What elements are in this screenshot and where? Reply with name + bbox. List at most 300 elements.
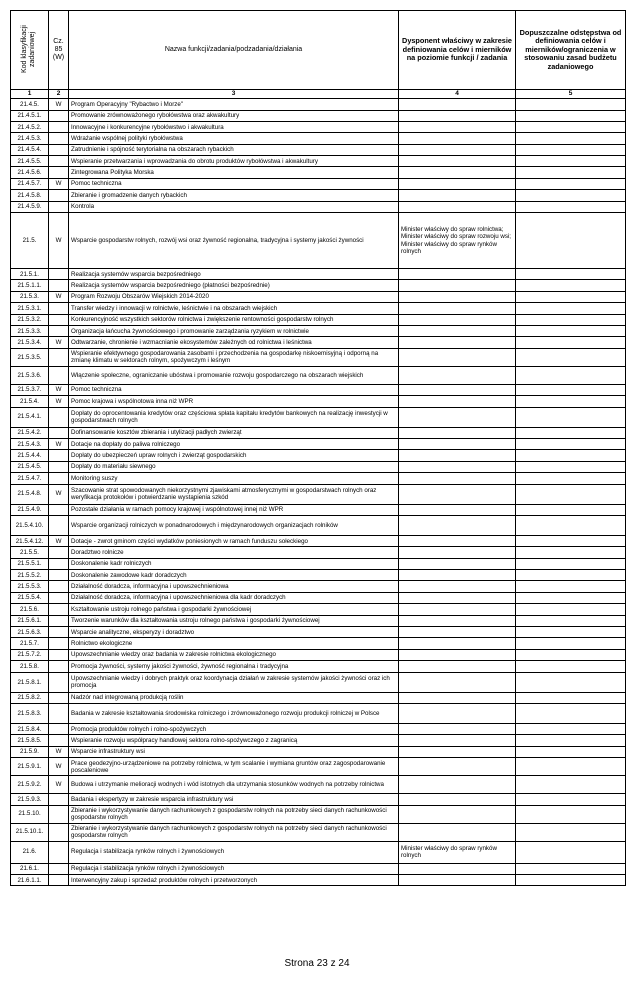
code-cell: 21.4.5.: [11, 99, 49, 110]
name-cell: Realizacja systemów wsparcia bezpośredniego: [69, 269, 399, 280]
name-cell: Konkurencyjność wszystkich sektorów rolnictwa i zwiększenie rentowności gospodarstw rolnych: [69, 314, 399, 325]
cz-cell: [49, 167, 69, 178]
name-cell: Regulacja i stabilizacja rynków rolnych i żywnościowych: [69, 863, 399, 874]
table-row: [11, 776, 626, 794]
code-cell: 21.4.5.6.: [11, 167, 49, 178]
dysponent-cell: [399, 325, 516, 336]
odstepstwa-cell: [516, 558, 626, 569]
dysponent-cell: [399, 794, 516, 805]
table-row: [11, 450, 626, 461]
cz-cell: [49, 133, 69, 144]
odstepstwa-cell: [516, 133, 626, 144]
name-cell: Upowszechnianie wiedzy oraz badania w zakresie rolnictwa ekologicznego: [69, 649, 399, 660]
cz-cell: [49, 201, 69, 212]
code-cell: 21.5.8.4.: [11, 723, 49, 734]
name-cell: Dotacje na dopłaty do paliwa rolniczego: [69, 438, 399, 449]
cz-cell: [49, 504, 69, 515]
table-row: [11, 473, 626, 484]
odstepstwa-cell: [516, 438, 626, 449]
name-cell: Włączenie społeczne, ograniczanie ubóstwa i promowanie rozwoju gospodarczego na obszarach wiejskich: [69, 366, 399, 384]
table-row: [11, 291, 626, 302]
name-cell: Pomoc krajowa i wspólnotowa inna niż WPR: [69, 396, 399, 407]
table-row: [11, 303, 626, 314]
name-cell: Pomoc techniczna: [69, 384, 399, 395]
odstepstwa-cell: [516, 407, 626, 427]
cz-cell: [49, 638, 69, 649]
dysponent-cell: [399, 592, 516, 603]
odstepstwa-cell: [516, 337, 626, 348]
dysponent-cell: [399, 504, 516, 515]
code-cell: 21.4.5.8.: [11, 190, 49, 201]
cz-cell: [49, 190, 69, 201]
cz-cell: [49, 672, 69, 692]
cz-cell: [49, 110, 69, 121]
name-cell: Program Operacyjny "Rybactwo i Morze": [69, 99, 399, 110]
name-cell: Zbieranie i wykorzystywanie danych rachunkowych z gospodarstw rolnych na potrzeby sieci danych rachunkowości gospodarstw rolnych: [69, 805, 399, 823]
table-row: [11, 156, 626, 167]
table-row: [11, 515, 626, 535]
code-cell: 21.5.3.3.: [11, 325, 49, 336]
table-row: [11, 672, 626, 692]
odstepstwa-cell: [516, 121, 626, 132]
odstepstwa-cell: [516, 201, 626, 212]
odstepstwa-cell: [516, 661, 626, 672]
odstepstwa-cell: [516, 427, 626, 438]
odstepstwa-cell: [516, 167, 626, 178]
name-cell: Badania w zakresie kształtowania środowiska rolniczego i zrównoważonego rozwoju produkcji rolniczej w Polsce: [69, 703, 399, 723]
cz-cell: [49, 735, 69, 746]
code-cell: 21.5.5.1.: [11, 558, 49, 569]
dysponent-cell: [399, 863, 516, 874]
table-row: [11, 348, 626, 366]
table-row: [11, 121, 626, 132]
table-row: [11, 615, 626, 626]
dysponent-cell: [399, 110, 516, 121]
code-cell: 21.4.5.3.: [11, 133, 49, 144]
dysponent-cell: [399, 547, 516, 558]
cz-cell: W: [49, 213, 69, 269]
table-row: [11, 280, 626, 291]
code-cell: 21.4.5.4.: [11, 144, 49, 155]
name-cell: Realizacja systemów wsparcia bezpośredniego (płatności bezpośrednie): [69, 280, 399, 291]
dysponent-cell: [399, 581, 516, 592]
col-number: 2: [49, 90, 69, 99]
code-cell: 21.5.9.1.: [11, 758, 49, 776]
table-row: [11, 438, 626, 449]
odstepstwa-cell: [516, 99, 626, 110]
name-cell: Doradztwo rolnicze: [69, 547, 399, 558]
table-row: [11, 735, 626, 746]
dysponent-cell: [399, 167, 516, 178]
odstepstwa-cell: [516, 823, 626, 841]
code-cell: 21.5.4.7.: [11, 473, 49, 484]
cz-cell: [49, 144, 69, 155]
code-cell: 21.4.5.1.: [11, 110, 49, 121]
header-code-label: Kod klasyfikacji zadaniowej: [21, 25, 37, 73]
odstepstwa-cell: [516, 450, 626, 461]
odstepstwa-cell: [516, 291, 626, 302]
col-number: 4: [399, 90, 516, 99]
table-row: [11, 692, 626, 703]
name-cell: Promocja produktów rolnych i rolno-spożywczych: [69, 723, 399, 734]
cz-cell: [49, 692, 69, 703]
name-cell: Wdrażanie wspólnej polityki rybołówstwa: [69, 133, 399, 144]
odstepstwa-cell: [516, 649, 626, 660]
table-row: [11, 427, 626, 438]
table-row: [11, 461, 626, 472]
dysponent-cell: Minister właściwy do spraw rolnictwa; Minister właściwy do spraw rozwoju wsi; Minister właściwy do spraw rynków rolnych: [399, 213, 516, 269]
table-row: [11, 627, 626, 638]
name-cell: Promowanie zrównoważonego rybołówstwa oraz akwakultury: [69, 110, 399, 121]
table-row: [11, 213, 626, 269]
odstepstwa-cell: [516, 592, 626, 603]
name-cell: Działalność doradcza, informacyjna i upowszechnieniowa dla kadr doradczych: [69, 592, 399, 603]
code-cell: 21.6.: [11, 841, 49, 863]
code-cell: 21.5.4.5.: [11, 461, 49, 472]
table-row: [11, 314, 626, 325]
table-row: [11, 723, 626, 734]
dysponent-cell: [399, 776, 516, 794]
cz-cell: [49, 547, 69, 558]
code-cell: 21.5.3.5.: [11, 348, 49, 366]
code-cell: 21.5.4.: [11, 396, 49, 407]
odstepstwa-cell: [516, 178, 626, 189]
code-cell: 21.5.6.: [11, 604, 49, 615]
name-cell: Nadzór nad integrowaną produkcją roślin: [69, 692, 399, 703]
cz-cell: W: [49, 758, 69, 776]
odstepstwa-cell: [516, 504, 626, 515]
table-row: [11, 874, 626, 885]
odstepstwa-cell: [516, 384, 626, 395]
header-odstepstwa: Dopuszczalne odstępstwa od definiowania celów i mierników/ograniczenia w stosowaniu zasad budżetu zadaniowego: [516, 11, 626, 90]
table-row: [11, 144, 626, 155]
code-cell: 21.5.8.5.: [11, 735, 49, 746]
odstepstwa-cell: [516, 604, 626, 615]
name-cell: Monitoring suszy: [69, 473, 399, 484]
cz-cell: [49, 627, 69, 638]
dysponent-cell: Minister właściwy do spraw rynków rolnych: [399, 841, 516, 863]
header-name: Nazwa funkcji/zadania/podzadania/działania: [69, 11, 399, 90]
odstepstwa-cell: [516, 348, 626, 366]
header-code: [11, 11, 49, 90]
cz-cell: W: [49, 337, 69, 348]
cz-cell: [49, 604, 69, 615]
cz-cell: [49, 515, 69, 535]
dysponent-cell: [399, 703, 516, 723]
dysponent-cell: [399, 604, 516, 615]
name-cell: Wspieranie rozwoju współpracy handlowej sektora rolno-spożywczego z zagranicą: [69, 735, 399, 746]
odstepstwa-cell: [516, 366, 626, 384]
code-cell: 21.5.6.3.: [11, 627, 49, 638]
dysponent-cell: [399, 758, 516, 776]
dysponent-cell: [399, 649, 516, 660]
code-cell: 21.5.9.: [11, 746, 49, 757]
code-cell: 21.5.3.6.: [11, 366, 49, 384]
cz-cell: [49, 461, 69, 472]
odstepstwa-cell: [516, 156, 626, 167]
code-cell: 21.5.5.: [11, 547, 49, 558]
code-cell: 21.5.1.1.: [11, 280, 49, 291]
code-cell: 21.5.3.: [11, 291, 49, 302]
dysponent-cell: [399, 314, 516, 325]
dysponent-cell: [399, 874, 516, 885]
code-cell: 21.5.4.1.: [11, 407, 49, 427]
odstepstwa-cell: [516, 280, 626, 291]
name-cell: Transfer wiedzy i innowacji w rolnictwie, leśnictwie i na obszarach wiejskich: [69, 303, 399, 314]
table-row: [11, 570, 626, 581]
dysponent-cell: [399, 280, 516, 291]
odstepstwa-cell: [516, 570, 626, 581]
header-dysponent: Dysponent właściwy w zakresie definiowania celów i mierników na poziomie funkcji / zadania: [399, 11, 516, 90]
name-cell: Upowszechnianie wiedzy i dobrych praktyk oraz koordynacja działań w zakresie systemów jakości żywności oraz ich promocja: [69, 672, 399, 692]
odstepstwa-cell: [516, 396, 626, 407]
name-cell: Zbieranie i gromadzenie danych rybackich: [69, 190, 399, 201]
code-cell: 21.5.10.1.: [11, 823, 49, 841]
table-row: [11, 638, 626, 649]
cz-cell: [49, 823, 69, 841]
dysponent-cell: [399, 515, 516, 535]
dysponent-cell: [399, 638, 516, 649]
name-cell: Budowa i utrzymanie melioracji wodnych i wód istotnych dla utrzymania stosunków wodnych na potrzeby rolnictwa: [69, 776, 399, 794]
dysponent-cell: [399, 407, 516, 427]
table-row: [11, 504, 626, 515]
table-row: [11, 649, 626, 660]
dysponent-cell: [399, 735, 516, 746]
table-row: [11, 841, 626, 863]
code-cell: 21.5.5.2.: [11, 570, 49, 581]
name-cell: Tworzenie warunków dla kształtowania ustroju rolnego państwa i gospodarki żywnościowej: [69, 615, 399, 626]
table-row: [11, 396, 626, 407]
name-cell: Wsparcie organizacji rolniczych w ponadnarodowych i międzynarodowych organizacjach rolników: [69, 515, 399, 535]
dysponent-cell: [399, 366, 516, 384]
table-row: [11, 190, 626, 201]
name-cell: Dopłaty do ubezpieczeń upraw rolnych i zwierząt gospodarskich: [69, 450, 399, 461]
dysponent-cell: [399, 438, 516, 449]
table-row: [11, 535, 626, 546]
odstepstwa-cell: [516, 746, 626, 757]
cz-cell: [49, 841, 69, 863]
table-row: [11, 384, 626, 395]
cz-cell: [49, 348, 69, 366]
odstepstwa-cell: [516, 461, 626, 472]
name-cell: Prace geodezyjno-urządzeniowe na potrzeby rolnictwa, w tym scalanie i wymiana gruntów oraz zagospodarowanie poscaleniowe: [69, 758, 399, 776]
header-cz: Cz. 85 (W): [49, 11, 69, 90]
table-row: [11, 269, 626, 280]
cz-cell: W: [49, 291, 69, 302]
cz-cell: [49, 723, 69, 734]
name-cell: Wsparcie gospodarstw rolnych, rozwój wsi oraz żywność regionalna, tradycyjna i systemy jakości żywności: [69, 213, 399, 269]
odstepstwa-cell: [516, 703, 626, 723]
odstepstwa-cell: [516, 805, 626, 823]
table-row: [11, 547, 626, 558]
dysponent-cell: [399, 627, 516, 638]
odstepstwa-cell: [516, 515, 626, 535]
code-cell: 21.5.4.9.: [11, 504, 49, 515]
odstepstwa-cell: [516, 672, 626, 692]
code-cell: 21.5.7.: [11, 638, 49, 649]
code-cell: 21.5.8.: [11, 661, 49, 672]
cz-cell: [49, 427, 69, 438]
dysponent-cell: [399, 201, 516, 212]
name-cell: Zatrudnienie i spójność terytorialna na obszarach rybackich: [69, 144, 399, 155]
code-cell: 21.6.1.1.: [11, 874, 49, 885]
table-row: [11, 407, 626, 427]
cz-cell: [49, 407, 69, 427]
odstepstwa-cell: [516, 213, 626, 269]
table-row: [11, 661, 626, 672]
cz-cell: [49, 366, 69, 384]
dysponent-cell: [399, 427, 516, 438]
code-cell: 21.5.4.10.: [11, 515, 49, 535]
code-cell: 21.4.5.9.: [11, 201, 49, 212]
dysponent-cell: [399, 661, 516, 672]
table-row: [11, 484, 626, 504]
cz-cell: [49, 581, 69, 592]
cz-cell: [49, 121, 69, 132]
odstepstwa-cell: [516, 794, 626, 805]
cz-cell: W: [49, 535, 69, 546]
cz-cell: W: [49, 746, 69, 757]
code-cell: 21.5.1.: [11, 269, 49, 280]
dysponent-cell: [399, 570, 516, 581]
dysponent-cell: [399, 450, 516, 461]
table-row: [11, 805, 626, 823]
name-cell: Organizacja łańcucha żywnościowego i promowanie zarządzania ryzykiem w rolnictwie: [69, 325, 399, 336]
table-row: [11, 110, 626, 121]
code-cell: 21.5.4.2.: [11, 427, 49, 438]
code-cell: 21.5.8.3.: [11, 703, 49, 723]
dysponent-cell: [399, 615, 516, 626]
name-cell: Wsparcie analityczne, eksperyzy i doradztwo: [69, 627, 399, 638]
odstepstwa-cell: [516, 735, 626, 746]
dysponent-cell: [399, 823, 516, 841]
dysponent-cell: [399, 384, 516, 395]
cz-cell: W: [49, 396, 69, 407]
cz-cell: [49, 805, 69, 823]
code-cell: 21.5.: [11, 213, 49, 269]
name-cell: Regulacja i stabilizacja rynków rolnych i żywnościowych: [69, 841, 399, 863]
code-cell: 21.5.3.2.: [11, 314, 49, 325]
classification-table: [10, 10, 626, 886]
cz-cell: [49, 703, 69, 723]
code-cell: 21.5.7.2.: [11, 649, 49, 660]
name-cell: Pozostałe działania w ramach pomocy krajowej i wspólnotowej innej niż WPR: [69, 504, 399, 515]
name-cell: Odtwarzanie, chronienie i wzmacnianie ekosystemów zależnych od rolnictwa i leśnictwa: [69, 337, 399, 348]
odstepstwa-cell: [516, 269, 626, 280]
table-row: [11, 823, 626, 841]
cz-cell: [49, 592, 69, 603]
dysponent-cell: [399, 484, 516, 504]
table-row: [11, 746, 626, 757]
odstepstwa-cell: [516, 484, 626, 504]
code-cell: 21.5.9.3.: [11, 794, 49, 805]
name-cell: Wspieranie przetwarzania i wprowadzania do obrotu produktów rybołówstwa i akwakultury: [69, 156, 399, 167]
cz-cell: [49, 863, 69, 874]
dysponent-cell: [399, 535, 516, 546]
name-cell: Zbieranie i wykorzystywanie danych rachunkowych z gospodarstw rolnych na potrzeby sieci danych rachunkowości gospodarstw rolnych: [69, 823, 399, 841]
dysponent-cell: [399, 805, 516, 823]
column-number-row: [11, 90, 626, 99]
dysponent-cell: [399, 303, 516, 314]
name-cell: Wspieranie efektywnego gospodarowania zasobami i przechodzenia na gospodarkę niskoemisyjną i odporną na zmianę klimatu w sektorach rolnym, spożywczym i leśnym: [69, 348, 399, 366]
dysponent-cell: [399, 178, 516, 189]
code-cell: 21.5.9.2.: [11, 776, 49, 794]
dysponent-cell: [399, 692, 516, 703]
odstepstwa-cell: [516, 615, 626, 626]
cz-cell: [49, 570, 69, 581]
odstepstwa-cell: [516, 303, 626, 314]
code-cell: 21.5.4.8.: [11, 484, 49, 504]
col-number: 5: [516, 90, 626, 99]
name-cell: Dopłaty do materiału siewnego: [69, 461, 399, 472]
cz-cell: [49, 661, 69, 672]
table-row: [11, 325, 626, 336]
cz-cell: [49, 649, 69, 660]
cz-cell: W: [49, 99, 69, 110]
table-row: [11, 178, 626, 189]
table-row: [11, 604, 626, 615]
table-row: [11, 99, 626, 110]
dysponent-cell: [399, 156, 516, 167]
code-cell: 21.5.10.: [11, 805, 49, 823]
cz-cell: W: [49, 384, 69, 395]
odstepstwa-cell: [516, 863, 626, 874]
dysponent-cell: [399, 396, 516, 407]
dysponent-cell: [399, 144, 516, 155]
dysponent-cell: [399, 746, 516, 757]
name-cell: Innowacyjne i konkurencyjne rybołówstwo i akwakultura: [69, 121, 399, 132]
dysponent-cell: [399, 672, 516, 692]
name-cell: Dopłaty do oprocentowania kredytów oraz częściowa spłata kapitału kredytów bankowych na realizację inwestycji w gospodarstwach rolnych: [69, 407, 399, 427]
code-cell: 21.4.5.7.: [11, 178, 49, 189]
cz-cell: [49, 269, 69, 280]
name-cell: Pomoc techniczna: [69, 178, 399, 189]
cz-cell: W: [49, 484, 69, 504]
odstepstwa-cell: [516, 473, 626, 484]
name-cell: Wsparcie infrastruktury wsi: [69, 746, 399, 757]
name-cell: Promocja żywności, systemy jakości żywności, żywność regionalna i tradycyjna: [69, 661, 399, 672]
odstepstwa-cell: [516, 627, 626, 638]
odstepstwa-cell: [516, 547, 626, 558]
page-footer: Strona 23 z 24: [284, 958, 350, 969]
cz-cell: [49, 794, 69, 805]
cz-cell: W: [49, 438, 69, 449]
table-row: [11, 703, 626, 723]
code-cell: 21.5.4.4.: [11, 450, 49, 461]
name-cell: Szacowanie strat spowodowanych niekorzystnymi zjawiskami atmosferycznymi w gospodarstwach rolnych oraz weryfikacja protokołów i potwierdzanie wystąpienia szkód: [69, 484, 399, 504]
cz-cell: [49, 280, 69, 291]
name-cell: Działalność doradcza, informacyjna i upowszechnieniowa: [69, 581, 399, 592]
name-cell: Dofinansowanie kosztów zbierania i utylizacji padłych zwierząt: [69, 427, 399, 438]
code-cell: 21.5.3.4.: [11, 337, 49, 348]
odstepstwa-cell: [516, 776, 626, 794]
dysponent-cell: [399, 473, 516, 484]
code-cell: 21.5.8.2.: [11, 692, 49, 703]
odstepstwa-cell: [516, 581, 626, 592]
cz-cell: [49, 450, 69, 461]
code-cell: 21.5.3.7.: [11, 384, 49, 395]
name-cell: Rolnictwo ekologiczne: [69, 638, 399, 649]
table-row: [11, 366, 626, 384]
odstepstwa-cell: [516, 110, 626, 121]
odstepstwa-cell: [516, 190, 626, 201]
cz-cell: [49, 156, 69, 167]
cz-cell: [49, 874, 69, 885]
cz-cell: W: [49, 178, 69, 189]
cz-cell: [49, 303, 69, 314]
odstepstwa-cell: [516, 841, 626, 863]
code-cell: 21.5.6.1.: [11, 615, 49, 626]
